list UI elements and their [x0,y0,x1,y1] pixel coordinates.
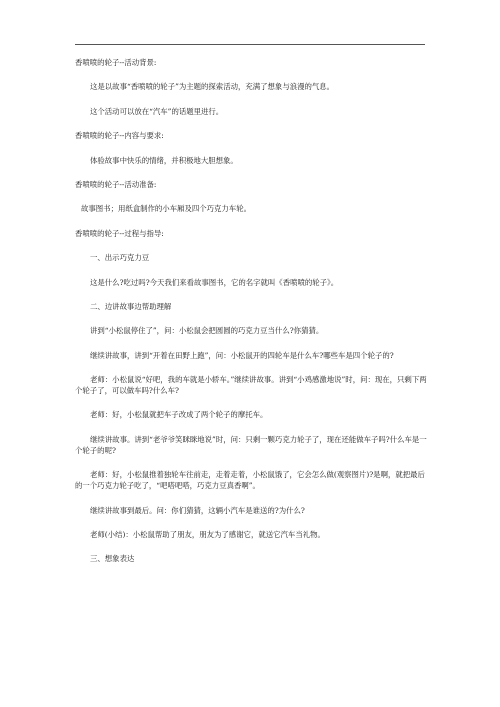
paragraph: 老师：小松鼠说“好吧，我的车就是小轿车。”继续讲故事。讲到“小鸡感激地说”时，问：现在，只剩下两个轮子了，可以做车吗?什么车? [75,375,427,396]
paragraph: 一、出示巧克力豆 [90,253,150,263]
paragraph: 继续讲故事。讲到“老爷爷笑眯眯地说”时，问：只剩一颗巧克力轮子了，现在还能做车子吗?什么车是一个轮子的呢? [75,434,427,455]
section-heading: 香喷喷的轮子--活动准备: [75,179,157,189]
paragraph: 这个活动可以放在“汽车”的话题里进行。 [90,106,224,116]
section-heading: 香喷喷的轮子--活动背景: [75,58,157,67]
document-body [75,57,427,564]
section-heading: 香喷喷的轮子--过程与指导: [75,228,164,238]
paragraph: 讲到“小松鼠停住了”，问：小松鼠会把圆圆的巧克力豆当什么?你猜猜。 [90,326,324,336]
paragraph: 体验故事中快乐的情绪，并积极地大胆想象。 [90,155,238,165]
paragraph: 继续讲故事到最后。问：你们猜猜，这辆小汽车是谁送的?为什么? [90,505,305,515]
paragraph: 老师：好，小松鼠推着独轮车往前走，走着走着，小松鼠饿了，它会怎么做(观察图片)?是啊，就把最后的一个巧克力轮子吃了，“吧嗒吧嗒，巧克力豆真香啊”。 [75,470,425,491]
paragraph: 这是什么?吃过吗?今天我们来看故事图书，它的名字就叫《香喷喷的轮子》。 [90,277,339,287]
paragraph: 老师：好，小松鼠就把车子改成了两个轮子的摩托车。 [90,410,268,420]
paragraph: 这是以故事“香喷喷的轮子”为主题的探索活动，充满了想象与浪漫的气息。 [90,82,335,92]
paragraph: 三、想象表达 [90,554,135,564]
header-rule [75,44,425,45]
paragraph: 二、边讲故事边帮助理解 [90,301,172,311]
section-heading: 香喷喷的轮子--内容与要求: [75,131,164,141]
paragraph: 故事图书；用纸盒制作的小车厢及四个巧克力车轮。 [81,204,251,214]
paragraph: 继续讲故事，讲到“开着在田野上跑”，问：小松鼠开的四轮车是什么车?哪些车是四个轮子的? [90,350,394,360]
paragraph: 老师(小结)：小松鼠帮助了朋友，朋友为了感谢它，就送它汽车当礼物。 [90,530,325,540]
